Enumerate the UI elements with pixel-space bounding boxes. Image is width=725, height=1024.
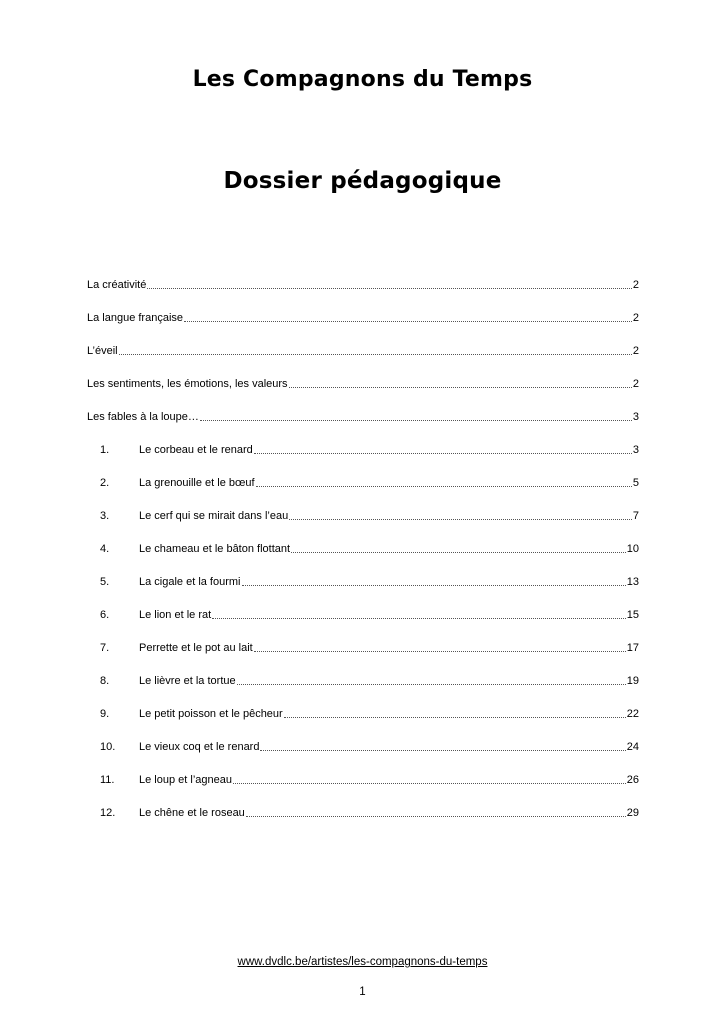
toc-leader-dots [233,782,626,784]
toc-sub-entry-number: 3. [100,510,110,522]
toc-sub-entry-label: La cigale et la fourmi [139,576,241,588]
toc-entry-label: La créativité [87,279,147,291]
toc-sub-entry-label: Perrette et le pot au lait [139,642,253,654]
toc-entry-page: 2 [632,312,639,324]
toc-sub-entry-number: 1. [100,444,110,456]
toc-leader-dots [291,551,626,553]
toc-sub-entry[interactable] [87,639,639,655]
toc-sub-entry[interactable] [87,705,639,721]
toc-sub-entry-number: 2. [100,477,110,489]
document-subtitle: Dossier pédagogique [223,168,502,194]
toc-entry-label: Les fables à la loupe… [87,411,199,423]
toc-sub-entry[interactable] [87,804,639,820]
toc-sub-entry-page: 26 [626,774,639,786]
toc-leader-dots [212,617,626,619]
toc-sub-entry-label: Le vieux coq et le renard [139,741,260,753]
toc-sub-entry-page: 3 [632,444,639,456]
toc-leader-dots [256,485,632,487]
toc-entry-page: 2 [632,345,639,357]
toc-leader-dots [237,683,626,685]
toc-entry-label: Les sentiments, les émotions, les valeurs [87,378,288,390]
toc-sub-entry[interactable] [87,771,639,787]
toc-sub-entry-label: Le petit poisson et le pêcheur [139,708,283,720]
toc-entry[interactable] [87,309,639,325]
toc-entry[interactable] [87,375,639,391]
toc-sub-entry-label: Le corbeau et le renard [139,444,253,456]
toc-sub-entry-number: 5. [100,576,110,588]
toc-sub-entry-number: 9. [100,708,110,720]
toc-entry[interactable] [87,276,639,292]
toc-sub-entry-page: 7 [632,510,639,522]
toc-sub-entry-page: 5 [632,477,639,489]
toc-sub-entry-number: 8. [100,675,110,687]
toc-sub-entry[interactable] [87,573,639,589]
toc-sub-entry-page: 29 [626,807,639,819]
toc-leader-dots [284,716,626,718]
toc-sub-entry[interactable] [87,441,639,457]
toc-leader-dots [289,386,632,388]
toc-entry-label: L’éveil [87,345,118,357]
toc-leader-dots [119,353,632,355]
toc-entry-page: 3 [632,411,639,423]
document-title: Les Compagnons du Temps [192,67,533,92]
toc-sub-entry-label: Le lion et le rat [139,609,212,621]
toc-sub-entry-page: 19 [626,675,639,687]
toc-leader-dots [147,287,632,289]
footer-website-link[interactable]: www.dvdlc.be/artistes/les-compagnons-du-temps [237,956,488,968]
toc-leader-dots [246,815,626,817]
toc-leader-dots [200,419,632,421]
toc-sub-entry[interactable] [87,507,639,523]
toc-leader-dots [184,320,632,322]
toc-sub-entry-page: 17 [626,642,639,654]
toc-sub-entry-number: 12. [100,807,116,819]
toc-entry-page: 2 [632,279,639,291]
toc-sub-entry-number: 4. [100,543,110,555]
toc-sub-entry-page: 24 [626,741,639,753]
toc-sub-entry-number: 10. [100,741,116,753]
toc-entry-label: La langue française [87,312,184,324]
toc-sub-entry-number: 11. [100,774,115,786]
toc-entry[interactable] [87,342,639,358]
toc-sub-entry[interactable] [87,606,639,622]
toc-sub-entry-page: 22 [626,708,639,720]
toc-sub-entry[interactable] [87,474,639,490]
toc-sub-entry-page: 10 [626,543,639,555]
toc-entry[interactable] [87,408,639,424]
toc-sub-entry-label: Le cerf qui se mirait dans l’eau [139,510,289,522]
toc-sub-entry-number: 7. [100,642,110,654]
toc-leader-dots [289,518,632,520]
toc-leader-dots [242,584,626,586]
toc-sub-entry-page: 13 [626,576,639,588]
toc-sub-entry-label: Le loup et l’agneau [139,774,232,786]
toc-sub-entry[interactable] [87,672,639,688]
toc-leader-dots [254,452,632,454]
toc-sub-entry-label: La grenouille et le bœuf [139,477,255,489]
toc-entry-page: 2 [632,378,639,390]
toc-leader-dots [260,749,625,751]
toc-leader-dots [254,650,626,652]
page-number: 1 [359,986,366,998]
toc-sub-entry-label: Le chameau et le bâton flottant [139,543,291,555]
toc-sub-entry[interactable] [87,738,639,754]
toc-sub-entry-label: Le chêne et le roseau [139,807,245,819]
toc-sub-entry[interactable] [87,540,639,556]
toc-sub-entry-page: 15 [626,609,639,621]
toc-sub-entry-label: Le lièvre et la tortue [139,675,236,687]
toc-sub-entry-number: 6. [100,609,110,621]
